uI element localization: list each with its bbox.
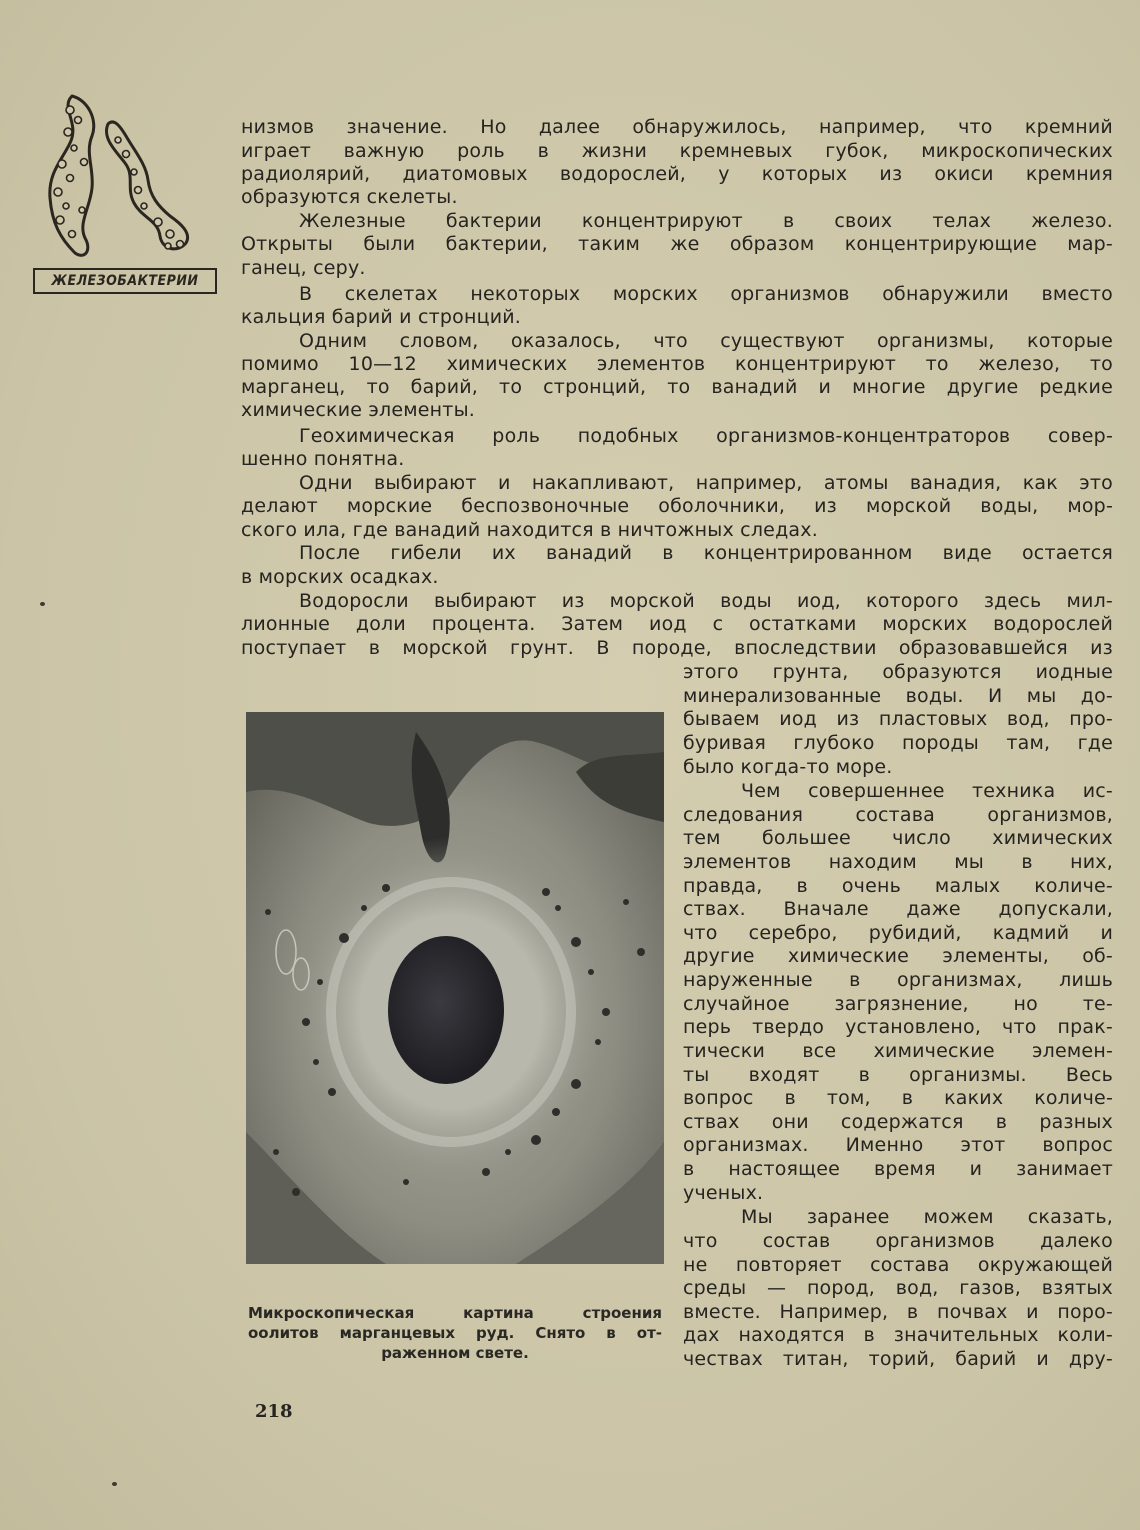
side-column-line: случайное загрязнение, но те- bbox=[683, 993, 1113, 1015]
body-line: марганец, то барий, то стронций, то ванадий и многие другие редкие bbox=[241, 376, 1113, 398]
body-line: ганец, серу. bbox=[241, 257, 366, 279]
body-line: поступает в морской грунт. В породе, впоследствии образовавшейся из bbox=[241, 637, 1113, 659]
side-column-line: не повторяет состава окружающей bbox=[683, 1254, 1113, 1276]
side-column-line: другие химические элементы, об- bbox=[683, 945, 1113, 967]
body-line: делают морские беспозвоночные оболочники, из морской воды, мор- bbox=[241, 495, 1113, 517]
figure-photo bbox=[246, 712, 664, 1264]
side-column-line: что состав организмов далеко bbox=[683, 1230, 1113, 1252]
body-line: После гибели их ванадий в концентрированном виде остается bbox=[299, 542, 1113, 564]
print-speck bbox=[112, 1482, 117, 1486]
body-line: В скелетах некоторых морских организмов обнаружили вместо bbox=[299, 283, 1113, 305]
iron-bacteria-drawing-icon bbox=[30, 88, 220, 266]
body-line: Одним словом, оказалось, что существуют организмы, которые bbox=[299, 330, 1113, 352]
body-line: играет важную роль в жизни кремневых губок, микроскопических bbox=[241, 140, 1113, 162]
page-number: 218 bbox=[255, 1401, 293, 1422]
micrograph-oolite-icon bbox=[246, 712, 664, 1264]
body-line: низмов значение. Но далее обнаружилось, например, что кремний bbox=[241, 116, 1113, 138]
side-column-line: элементов находим мы в них, bbox=[683, 851, 1113, 873]
body-line: радиолярий, диатомовых водорослей, у которых из окиси кремния bbox=[241, 163, 1113, 185]
side-column-line: Чем совершеннее техника ис- bbox=[741, 780, 1113, 802]
side-column-line: буривая глубоко породы там, где bbox=[683, 732, 1113, 754]
body-line: образуются скелеты. bbox=[241, 186, 458, 208]
side-column-line: чествах титан, торий, барий и дру- bbox=[683, 1348, 1113, 1370]
side-column-line: тем большее число химических bbox=[683, 827, 1113, 849]
figure-caption-line: Микроскопическая картина строения bbox=[248, 1304, 662, 1322]
body-line: Водоросли выбирают из морской воды иод, которого здесь мил- bbox=[299, 590, 1113, 612]
body-line: помимо 10—12 химических элементов концентрируют то железо, то bbox=[241, 353, 1113, 375]
side-column-line: перь твердо установлено, что прак- bbox=[683, 1016, 1113, 1038]
side-column-line: Мы заранее можем сказать, bbox=[741, 1206, 1113, 1228]
side-column-line: ствах они содержатся в разных bbox=[683, 1111, 1113, 1133]
side-column-line: наруженные в организмах, лишь bbox=[683, 969, 1113, 991]
margin-illustration bbox=[30, 88, 220, 298]
body-line: химические элементы. bbox=[241, 399, 476, 421]
figure-caption-line: оолитов марганцевых руд. Снято в от- bbox=[248, 1324, 662, 1342]
body-line: Одни выбирают и накапливают, например, атомы ванадия, как это bbox=[299, 472, 1113, 494]
body-line: ского ила, где ванадий находится в ничтожных следах. bbox=[241, 519, 818, 541]
figure-caption bbox=[248, 1303, 662, 1363]
print-speck bbox=[40, 602, 45, 606]
body-line: в морских осадках. bbox=[241, 566, 439, 588]
side-column-line: ствах. Вначале даже допускали, bbox=[683, 898, 1113, 920]
body-line: шенно понятна. bbox=[241, 448, 405, 470]
side-column-line: среды — пород, вод, газов, взятых bbox=[683, 1277, 1113, 1299]
figure-caption-line: раженном свете. bbox=[381, 1344, 529, 1362]
body-line: Открыты были бактерии, таким же образом концентрирующие мар- bbox=[241, 233, 1113, 255]
side-column-line: дах находятся в значительных коли- bbox=[683, 1324, 1113, 1346]
side-column-line: что серебро, рубидий, кадмий и bbox=[683, 922, 1113, 944]
side-column-line: минерализованные воды. И мы до- bbox=[683, 685, 1113, 707]
side-column-line: ты входят в организмы. Весь bbox=[683, 1064, 1113, 1086]
side-column-line: организмах. Именно этот вопрос bbox=[683, 1134, 1113, 1156]
side-column-line: тически все химические элемен- bbox=[683, 1040, 1113, 1062]
side-column-line: было когда-то море. bbox=[683, 756, 893, 778]
side-column-line: в настоящее время и занимает bbox=[683, 1158, 1113, 1180]
side-column-line: бываем иод из пластовых вод, про- bbox=[683, 708, 1113, 730]
margin-illustration-label: ЖЕЛЕЗОБАКТЕРИИ bbox=[33, 268, 217, 294]
side-column-line: этого грунта, образуются иодные bbox=[683, 661, 1113, 683]
body-line: кальция барий и стронций. bbox=[241, 306, 522, 328]
side-column-line: вместе. Например, в почвах и поро- bbox=[683, 1301, 1113, 1323]
body-line: Геохимическая роль подобных организмов-концентраторов совер- bbox=[299, 425, 1113, 447]
body-line: лионные доли процента. Затем иод с остатками морских водорослей bbox=[241, 613, 1113, 635]
side-column-line: правда, в очень малых количе- bbox=[683, 875, 1113, 897]
side-column-line: вопрос в том, в каких количе- bbox=[683, 1087, 1113, 1109]
side-column-line: ученых. bbox=[683, 1182, 764, 1204]
body-line: Железные бактерии концентрируют в своих телах железо. bbox=[299, 210, 1113, 232]
side-column-line: следования состава организмов, bbox=[683, 804, 1113, 826]
